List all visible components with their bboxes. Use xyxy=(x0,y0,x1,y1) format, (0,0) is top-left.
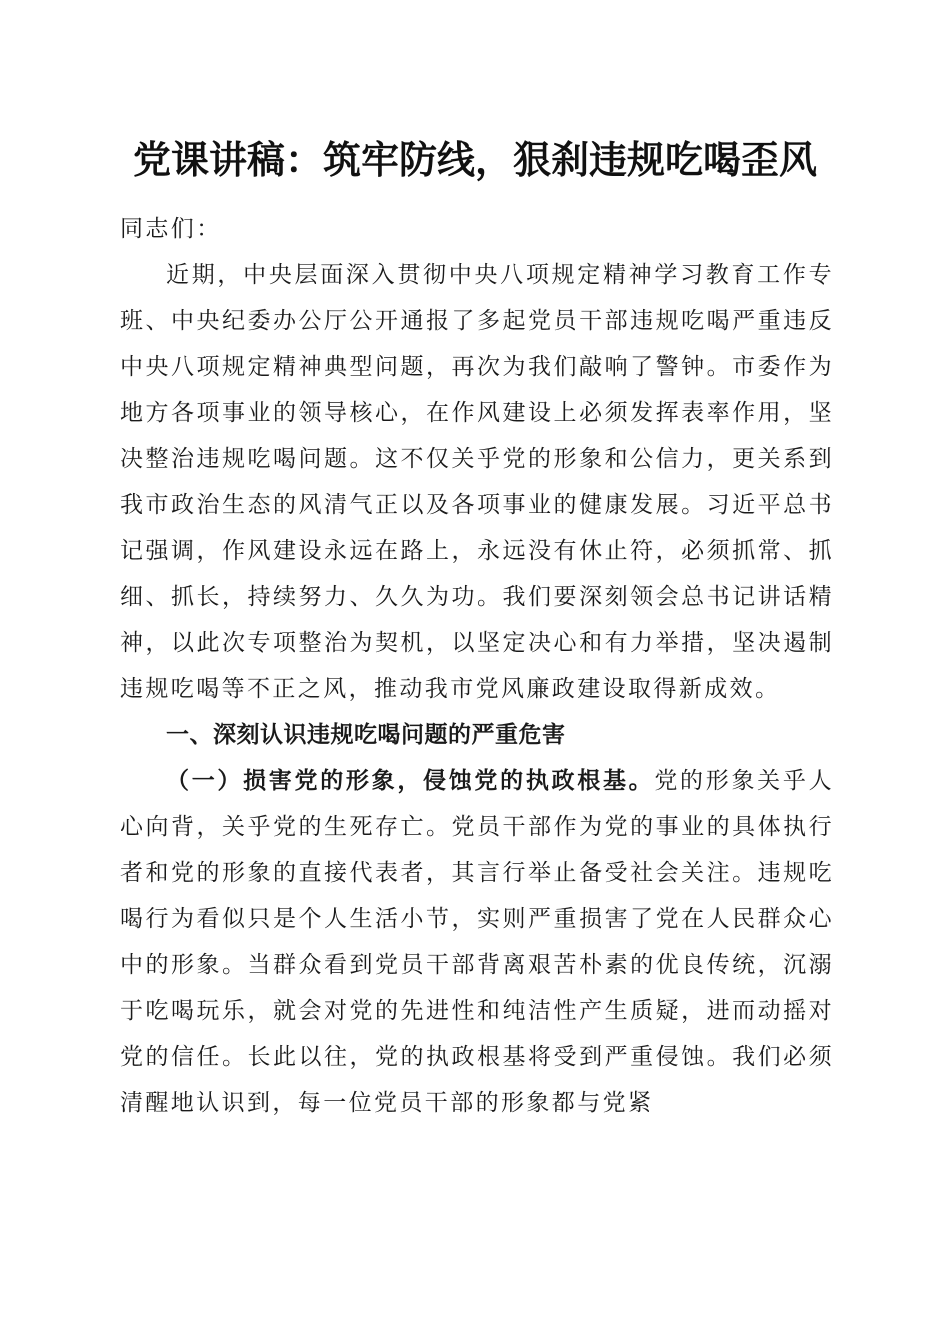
document-title: 党课讲稿：筑牢防线，狠刹违规吃喝歪风 xyxy=(132,137,817,182)
subsection-body: 党的形象关乎人心向背，关乎党的生死存亡。党员干部作为党的事业的具体执行者和党的形象的直接代表者，其言行举止备受社会关注。违规吃喝行为看似只是个人生活小节，实则严重损害了党在人民群众心中的形象。当群众看到党员干部背离艰苦朴素的优良传统，沉溺于吃喝玩乐，就会对党的先进性和纯洁性产生质疑，进而动摇对党的信任。长此以往，党的执政根基将受到严重侵蚀。我们必须清醒地认识到，每一位党员干部的形象都与党紧 xyxy=(120,768,834,1116)
subsection-heading: （一）损害党的形象，侵蚀党的执政根基。 xyxy=(166,767,655,794)
subsection-paragraph xyxy=(120,758,834,1126)
intro-paragraph: 近期，中央层面深入贯彻中央八项规定精神学习教育工作专班、中央纪委办公厅公开通报了多起党员干部违规吃喝严重违反中央八项规定精神典型问题，再次为我们敲响了警钟。市委作为地方各项事业的领导核心，在作风建设上必须发挥表率作用，坚决整治违规吃喝问题。这不仅关乎党的形象和公信力，更关系到我市政治生态的风清气正以及各项事业的健康发展。习近平总书记强调，作风建设永远在路上，永远没有休止符，必须抓常、抓细、抓长，持续努力、久久为功。我们要深刻领会总书记讲话精神，以此次专项整治为契机，以坚定决心和有力举措，坚决遏制违规吃喝等不正之风，推动我市党风廉政建设取得新成效。 xyxy=(120,262,834,702)
document-body xyxy=(120,206,834,1126)
section-heading: 一、深刻认识违规吃喝问题的严重危害 xyxy=(166,722,566,748)
salutation: 同志们： xyxy=(120,216,222,242)
